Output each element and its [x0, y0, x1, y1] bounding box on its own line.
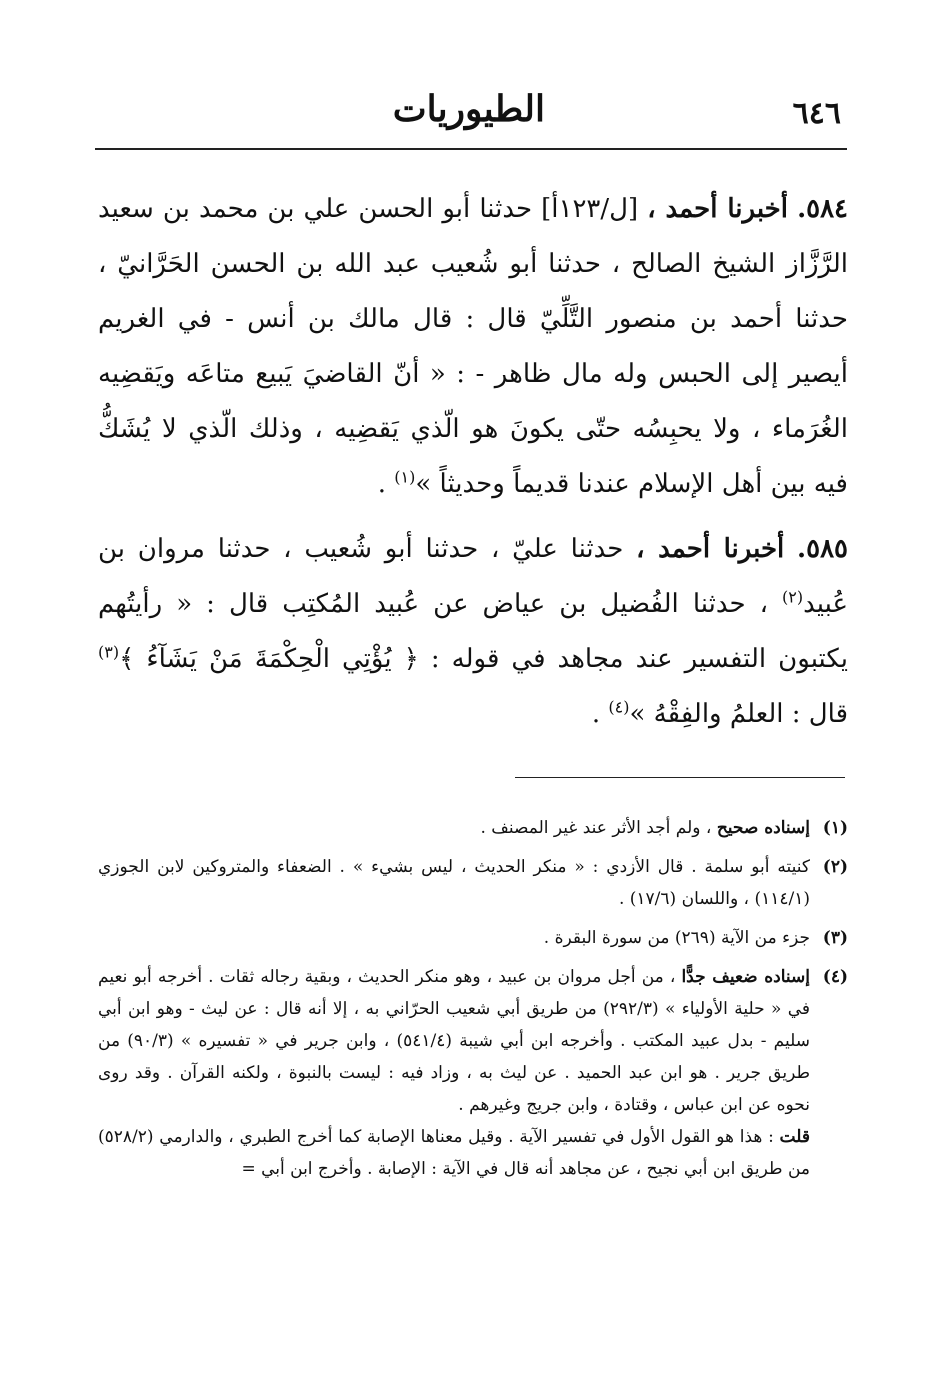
footnote-remark: : هذا هو القول الأول في تفسير الآية . وقيل معناها الإصابة كما أخرج الطبري ، والدارمي (٥٢٨/٢) من طريق ابن أبي نجيح ، عن مجاهد أنه قال في الآية : الإصابة . وأخرج ابن أبي = — [98, 1127, 810, 1179]
header-divider — [95, 148, 847, 150]
footnote-ref: (٤) — [608, 697, 630, 717]
paragraph-585 — [98, 522, 848, 742]
footnote-divider — [515, 777, 845, 778]
footnote-number: (١) — [822, 818, 848, 838]
footnote-number: (٣) — [822, 928, 848, 948]
footnote-grade: إسناده ضعيف جدًّا — [681, 967, 810, 987]
footnote-2 — [98, 851, 848, 915]
footnote-ref: (١) — [394, 467, 416, 487]
paragraph-lead: أخبرنا أحمد ، — [636, 534, 785, 564]
footnote-number: (٢) — [822, 857, 848, 877]
footnote-3 — [98, 922, 848, 954]
paragraph-body: ، حدثنا الفُضيل بن عياض عن عُبيد المُكتِب قال : « رأيتُهم يكتبون التفسير عند مجاهد في قوله : ﴿ يُؤْتِي الْحِكْمَةَ مَنْ يَشَآءُ ﴾ — [98, 589, 848, 674]
paragraph-number: ٥٨٤. — [797, 194, 849, 224]
footnote-text: جزء من الآية (٢٦٩) من سورة البقرة . — [543, 928, 810, 948]
footnote-remark-label: قلت — [779, 1127, 810, 1147]
paragraph-tail: . — [377, 469, 395, 499]
paragraph-body: [ل/١٢٣أ] حدثنا أبو الحسن علي بن محمد بن سعيد الرَّزَّاز الشيخ الصالح ، حدثنا أبو شُعيب عبد الله بن الحسن الحَرَّانيّ ، حدثنا أحمد بن منصور التَّلِّيّ قال : قال مالك بن أنس - في الغريم أيصير إلى الحبس وله مال ظاهر - : « أنّ القاضيَ يَبيع متاعَه ويَقضِيه الغُرَماء ، ولا يحبِسُه حتّى يكونَ هو الّذي يَقضِيه ، وذلك الّذي لا يُشَكُّ فيه بين أهل الإسلام عندنا قديماً وحديثاً » — [98, 194, 848, 499]
page-header — [95, 88, 847, 148]
footnote-text: كنيته أبو سلمة . قال الأزدي : « منكر الحديث ، ليس بشيء » . الضعفاء والمتروكين لابن الجوزي (١١٤/١) ، واللسان (١٧/٦) . — [98, 857, 810, 909]
footnote-1 — [98, 812, 848, 844]
book-title: الطيوريات — [392, 88, 545, 130]
footnote-text: ، من أجل مروان بن عبيد ، وهو منكر الحديث ، وبقية رجاله ثقات . أخرجه أبو نعيم في « حلية الأولياء » (٢٩٢/٣) من طريق أبي شعيب الحرّاني به ، إلا أنه قال : عن ليث - وهو ابن أبي سليم - بدل عبيد المكتب . وأخرجه ابن أبي شيبة (٥٤١/٤) ، وابن جرير في « تفسيره » (٩٠/٣) من طريق جرير . هو ابن عبد الحميد . عن ليث به ، وزاد فيه : ليست بالنبوة ، ولكنه القرآن . وقد روى نحوه عن ابن عباس ، وقتادة ، وابن جريج وغيرهم . — [98, 967, 810, 1115]
footnote-ref: (٢) — [782, 587, 804, 607]
main-text — [98, 182, 848, 752]
footnote-4 — [98, 961, 848, 1185]
footnote-text: ، ولم أجد الأثر عند غير المصنف . — [480, 818, 717, 838]
paragraph-body: قال : العلمُ والفِقْهُ » — [629, 699, 848, 729]
paragraph-tail: . — [591, 699, 609, 729]
page-number: ٦٤٦ — [792, 96, 841, 131]
footnotes — [98, 812, 848, 1192]
paragraph-lead: أخبرنا أحمد ، — [647, 194, 788, 224]
paragraph-584 — [98, 182, 848, 512]
footnote-number: (٤) — [822, 967, 848, 987]
paragraph-body: حدثنا عليّ ، حدثنا أبو شُعيب ، حدثنا مروان بن عُبيد — [98, 534, 848, 619]
paragraph-number: ٥٨٥. — [797, 534, 849, 564]
footnote-grade: إسناده صحيح — [716, 818, 810, 838]
footnote-ref: (٣) — [98, 642, 120, 662]
